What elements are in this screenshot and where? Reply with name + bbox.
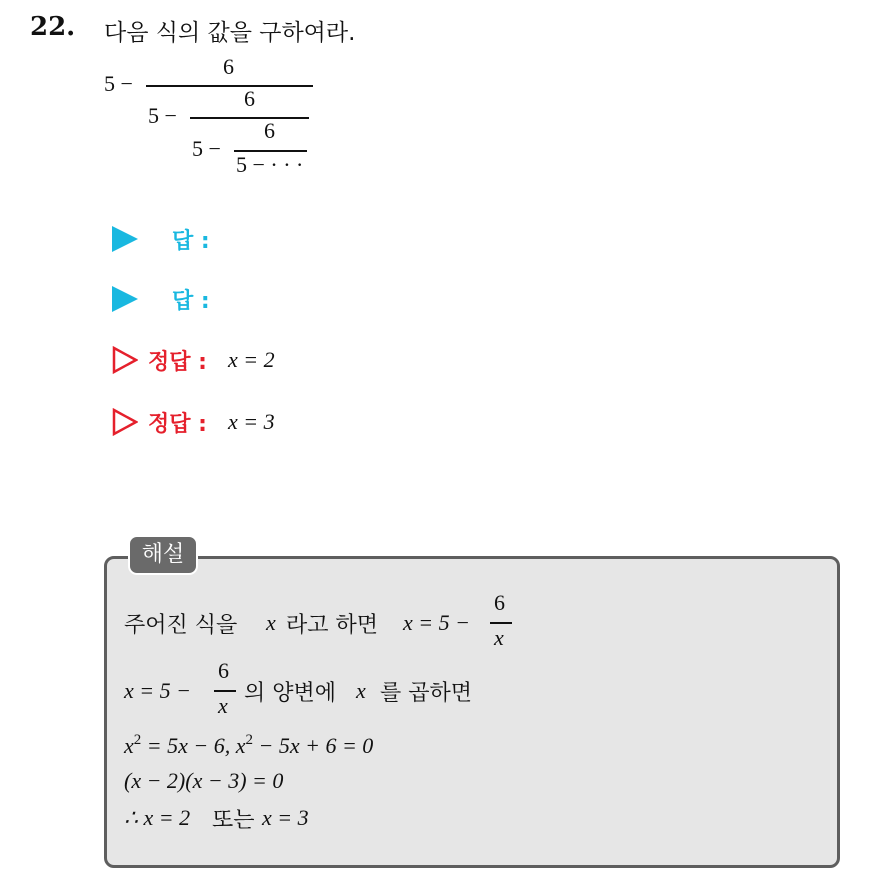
- play-arrow-icon: [112, 226, 138, 252]
- cf-level1-left: 5 −: [104, 71, 133, 96]
- solution-var: x: [356, 678, 366, 703]
- solution-text: 의 양변에: [244, 681, 337, 706]
- cf-level3-numerator: 6: [264, 118, 275, 143]
- correct-answer-value: x = 2: [228, 347, 275, 372]
- fraction-numerator: 6: [218, 658, 229, 683]
- fraction-bar: [214, 690, 236, 692]
- correct-answer-label: 정답 :: [148, 412, 207, 437]
- solution-equation: x = 3: [262, 805, 309, 830]
- solution-line-4: (x − 2)(x − 3) = 0: [124, 768, 284, 793]
- solution-line-3: $x^2 = 5x - 6$, $x^2 - 5x + 6 = 0$: [124, 732, 374, 758]
- play-arrow-icon: [112, 286, 138, 312]
- solution-text: 라고 하면: [286, 613, 379, 638]
- answer-label: 답 :: [172, 289, 210, 314]
- correct-answer-label: 정답 :: [148, 350, 207, 375]
- solution-tab: 해설: [128, 535, 198, 575]
- fraction-denominator: x: [494, 625, 504, 650]
- cf-level2-numerator: 6: [244, 86, 255, 111]
- outline-triangle-icon: [112, 346, 138, 374]
- correct-answer-value: x = 3: [228, 409, 275, 434]
- answer-label: 답 :: [172, 229, 210, 254]
- solution-text: 를 곱하면: [380, 681, 473, 706]
- fraction-bar: [490, 622, 512, 624]
- question-text: 다음 식의 값을 구하여라.: [104, 20, 356, 46]
- cf-level2-bar: [190, 117, 309, 119]
- cf-level1-bar: [146, 85, 313, 87]
- cf-level3-denominator: 5 − · · ·: [236, 152, 304, 177]
- cf-level2-left: 5 −: [148, 103, 177, 128]
- solution-equation: x = 5 −: [124, 678, 191, 703]
- solution-equation: ∴ x = 2: [124, 805, 191, 830]
- cf-level1-numerator: 6: [223, 54, 234, 79]
- question-number: 22.: [30, 12, 76, 42]
- fraction-denominator: x: [218, 693, 228, 718]
- solution-equation: x = 5 −: [403, 610, 470, 635]
- solution-text: 주어진 식을: [124, 613, 238, 638]
- outline-triangle-icon: [112, 408, 138, 436]
- cf-level3-left: 5 −: [192, 136, 221, 161]
- solution-text: 또는: [212, 808, 255, 833]
- solution-var: x: [266, 610, 276, 635]
- fraction-numerator: 6: [494, 590, 505, 615]
